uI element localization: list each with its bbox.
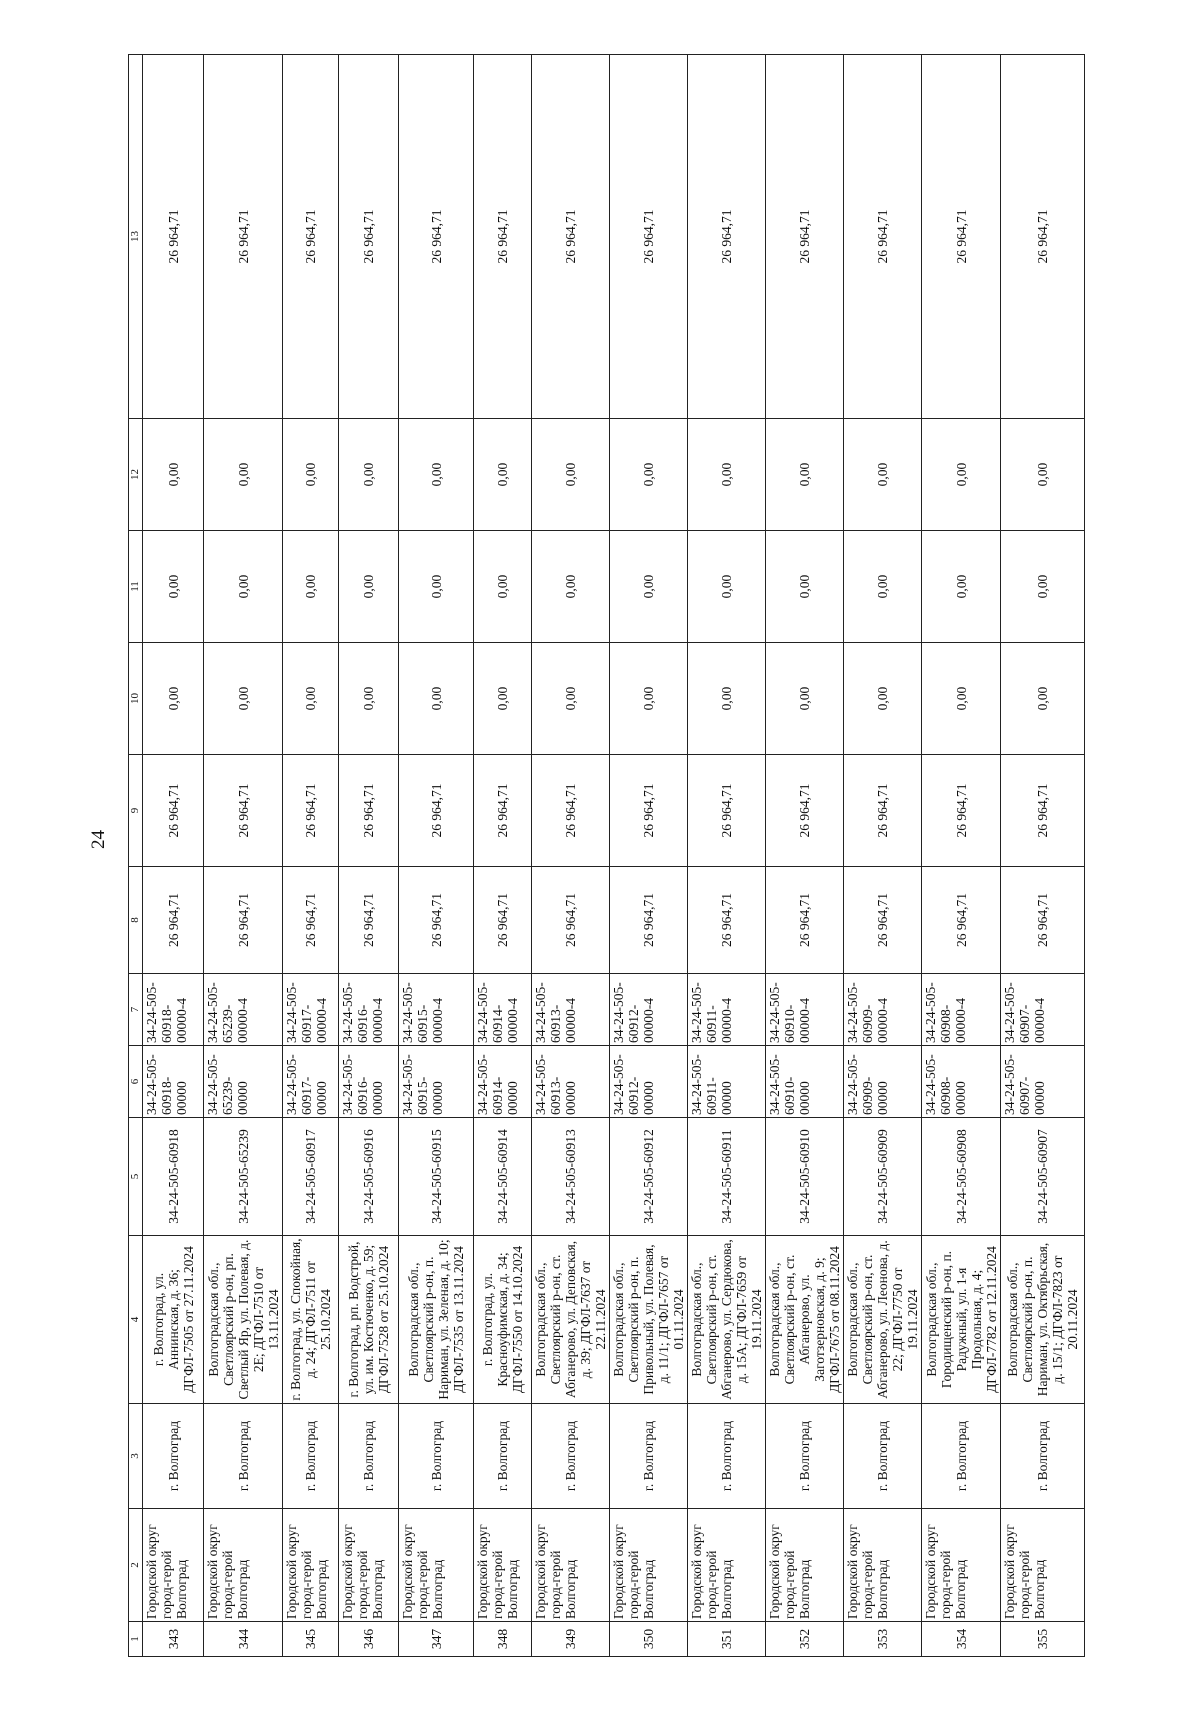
code7-cell: 34-24-505-60910-00000-4 xyxy=(766,974,844,1046)
value-col9-cell: 26 964,71 xyxy=(339,755,399,867)
oktmo-code-cell: 34-24-505-60913 xyxy=(532,1118,610,1236)
value-col10-cell: 0,00 xyxy=(474,643,532,755)
value-col12-cell: 0,00 xyxy=(143,419,204,531)
table-row xyxy=(204,55,283,1657)
value-col11-cell: 0,00 xyxy=(844,531,922,643)
column-header: 8 xyxy=(129,867,143,974)
value-col12-cell: 0,00 xyxy=(474,419,532,531)
value-col8-cell: 26 964,71 xyxy=(688,867,766,974)
column-header: 5 xyxy=(129,1118,143,1236)
settlement-cell: г. Волгоград xyxy=(283,1404,339,1509)
code7-cell: 34-24-505-60918-00000-4 xyxy=(143,974,204,1046)
value-col11-cell: 0,00 xyxy=(532,531,610,643)
value-col13-cell: 26 964,71 xyxy=(844,55,922,419)
district-cell: Городской округ город-герой Волгоград xyxy=(399,1509,474,1622)
address-cell: Волгоградская обл., Светлоярский р-он, ст. Абганерово, ул. Леонова, д. 22; ДГФЛ-7750 от 19.11.2024 xyxy=(844,1236,922,1404)
value-col13-cell: 26 964,71 xyxy=(610,55,688,419)
table-row xyxy=(1001,55,1085,1657)
table-row xyxy=(399,55,474,1657)
row-number: 354 xyxy=(922,1622,1001,1657)
value-col9-cell: 26 964,71 xyxy=(474,755,532,867)
value-col9-cell: 26 964,71 xyxy=(766,755,844,867)
district-cell: Городской округ город-герой Волгоград xyxy=(143,1509,204,1622)
code7-cell: 34-24-505-60913-00000-4 xyxy=(532,974,610,1046)
column-header: 4 xyxy=(129,1236,143,1404)
value-col11-cell: 0,00 xyxy=(922,531,1001,643)
value-col13-cell: 26 964,71 xyxy=(532,55,610,419)
value-col12-cell: 0,00 xyxy=(339,419,399,531)
value-col9-cell: 26 964,71 xyxy=(610,755,688,867)
row-number: 344 xyxy=(204,1622,283,1657)
code7-cell: 34-24-505-60914-00000-4 xyxy=(474,974,532,1046)
column-header: 7 xyxy=(129,974,143,1046)
value-col11-cell: 0,00 xyxy=(766,531,844,643)
value-col13-cell: 26 964,71 xyxy=(399,55,474,419)
address-cell: Волгоградская обл., Светлоярский р-он, п. Привольный, ул. Полевая, д. 11/1; ДГФЛ-7657 от 01.11.2024 xyxy=(610,1236,688,1404)
table-row xyxy=(844,55,922,1657)
value-col13-cell: 26 964,71 xyxy=(339,55,399,419)
table-row xyxy=(339,55,399,1657)
settlement-cell: г. Волгоград xyxy=(1001,1404,1085,1509)
value-col10-cell: 0,00 xyxy=(610,643,688,755)
code6-cell: 34-24-505-60911-00000 xyxy=(688,1046,766,1118)
address-cell: г. Волгоград, ул. Спокойная, д. 24; ДГФЛ-7511 от 25.10.2024 xyxy=(283,1236,339,1404)
oktmo-code-cell: 34-24-505-60916 xyxy=(339,1118,399,1236)
value-col8-cell: 26 964,71 xyxy=(474,867,532,974)
code6-cell: 34-24-505-60910-00000 xyxy=(766,1046,844,1118)
value-col12-cell: 0,00 xyxy=(532,419,610,531)
district-cell: Городской округ город-герой Волгоград xyxy=(688,1509,766,1622)
value-col11-cell: 0,00 xyxy=(1001,531,1085,643)
settlement-cell: г. Волгоград xyxy=(688,1404,766,1509)
page-number: 24 xyxy=(88,830,109,849)
code6-cell: 34-24-505-60907-00000 xyxy=(1001,1046,1085,1118)
value-col8-cell: 26 964,71 xyxy=(339,867,399,974)
row-number: 352 xyxy=(766,1622,844,1657)
code6-cell: 34-24-505-60914-00000 xyxy=(474,1046,532,1118)
district-cell: Городской округ город-герой Волгоград xyxy=(766,1509,844,1622)
column-header: 2 xyxy=(129,1509,143,1622)
row-number: 349 xyxy=(532,1622,610,1657)
value-col10-cell: 0,00 xyxy=(688,643,766,755)
settlement-cell: г. Волгоград xyxy=(399,1404,474,1509)
code7-cell: 34-24-505-60912-00000-4 xyxy=(610,974,688,1046)
district-cell: Городской округ город-герой Волгоград xyxy=(922,1509,1001,1622)
value-col13-cell: 26 964,71 xyxy=(766,55,844,419)
value-col12-cell: 0,00 xyxy=(610,419,688,531)
code6-cell: 34-24-505-60916-00000 xyxy=(339,1046,399,1118)
code7-cell: 34-24-505-60916-00000-4 xyxy=(339,974,399,1046)
district-cell: Городской округ город-герой Волгоград xyxy=(532,1509,610,1622)
value-col8-cell: 26 964,71 xyxy=(766,867,844,974)
row-number: 353 xyxy=(844,1622,922,1657)
settlement-cell: г. Волгоград xyxy=(474,1404,532,1509)
value-col13-cell: 26 964,71 xyxy=(204,55,283,419)
district-cell: Городской округ город-герой Волгоград xyxy=(844,1509,922,1622)
value-col8-cell: 26 964,71 xyxy=(844,867,922,974)
oktmo-code-cell: 34-24-505-60909 xyxy=(844,1118,922,1236)
row-number: 347 xyxy=(399,1622,474,1657)
data-table xyxy=(128,54,1085,1657)
code6-cell: 34-24-505-60917-00000 xyxy=(283,1046,339,1118)
value-col9-cell: 26 964,71 xyxy=(143,755,204,867)
column-header: 1 xyxy=(129,1622,143,1657)
district-cell: Городской округ город-герой Волгоград xyxy=(283,1509,339,1622)
settlement-cell: г. Волгоград xyxy=(532,1404,610,1509)
address-cell: Волгоградская обл., Светлоярский р-он, ст. Абганерово, ул. Сердюкова, д. 15А; ДГФЛ-7659 от 19.11.2024 xyxy=(688,1236,766,1404)
table-row xyxy=(143,55,204,1657)
value-col12-cell: 0,00 xyxy=(283,419,339,531)
address-cell: Волгоградская обл., Светлоярский р-он, п. Нариман, ул. Зеленая, д. 10; ДГФЛ-7535 от 13.11.2024 xyxy=(399,1236,474,1404)
column-header: 3 xyxy=(129,1404,143,1509)
value-col10-cell: 0,00 xyxy=(922,643,1001,755)
value-col12-cell: 0,00 xyxy=(1001,419,1085,531)
value-col13-cell: 26 964,71 xyxy=(1001,55,1085,419)
value-col12-cell: 0,00 xyxy=(844,419,922,531)
value-col9-cell: 26 964,71 xyxy=(204,755,283,867)
value-col8-cell: 26 964,71 xyxy=(283,867,339,974)
oktmo-code-cell: 34-24-505-60911 xyxy=(688,1118,766,1236)
code7-cell: 34-24-505-60911-00000-4 xyxy=(688,974,766,1046)
code7-cell: 34-24-505-60909-00000-4 xyxy=(844,974,922,1046)
value-col11-cell: 0,00 xyxy=(143,531,204,643)
code6-cell: 34-24-505-60912-00000 xyxy=(610,1046,688,1118)
value-col8-cell: 26 964,71 xyxy=(204,867,283,974)
value-col9-cell: 26 964,71 xyxy=(532,755,610,867)
value-col11-cell: 0,00 xyxy=(339,531,399,643)
value-col8-cell: 26 964,71 xyxy=(1001,867,1085,974)
value-col12-cell: 0,00 xyxy=(688,419,766,531)
settlement-cell: г. Волгоград xyxy=(204,1404,283,1509)
oktmo-code-cell: 34-24-505-65239 xyxy=(204,1118,283,1236)
value-col8-cell: 26 964,71 xyxy=(143,867,204,974)
district-cell: Городской округ город-герой Волгоград xyxy=(474,1509,532,1622)
code6-cell: 34-24-505-60918-00000 xyxy=(143,1046,204,1118)
row-number: 343 xyxy=(143,1622,204,1657)
row-number: 348 xyxy=(474,1622,532,1657)
value-col13-cell: 26 964,71 xyxy=(283,55,339,419)
value-col12-cell: 0,00 xyxy=(766,419,844,531)
value-col10-cell: 0,00 xyxy=(204,643,283,755)
code7-cell: 34-24-505-60917-00000-4 xyxy=(283,974,339,1046)
district-cell: Городской округ город-герой Волгоград xyxy=(610,1509,688,1622)
oktmo-code-cell: 34-24-505-60907 xyxy=(1001,1118,1085,1236)
district-cell: Городской округ город-герой Волгоград xyxy=(339,1509,399,1622)
value-col12-cell: 0,00 xyxy=(399,419,474,531)
value-col9-cell: 26 964,71 xyxy=(844,755,922,867)
value-col11-cell: 0,00 xyxy=(399,531,474,643)
value-col11-cell: 0,00 xyxy=(283,531,339,643)
value-col11-cell: 0,00 xyxy=(688,531,766,643)
value-col10-cell: 0,00 xyxy=(844,643,922,755)
address-cell: Волгоградская обл., Городищенский р-он, п. Радужный, ул. 1-я Продольная, д. 4; ДГФЛ-7782 от 12.11.2024 xyxy=(922,1236,1001,1404)
column-header: 12 xyxy=(129,419,143,531)
column-header: 10 xyxy=(129,643,143,755)
address-cell: Волгоградская обл., Светлоярский р-он, рп. Светлый Яр, ул. Полевая, д. 2Е; ДГФЛ-7510 от 13.11.2024 xyxy=(204,1236,283,1404)
oktmo-code-cell: 34-24-505-60918 xyxy=(143,1118,204,1236)
value-col10-cell: 0,00 xyxy=(143,643,204,755)
code6-cell: 34-24-505-65239-00000 xyxy=(204,1046,283,1118)
value-col11-cell: 0,00 xyxy=(610,531,688,643)
column-header: 6 xyxy=(129,1046,143,1118)
value-col9-cell: 26 964,71 xyxy=(1001,755,1085,867)
value-col9-cell: 26 964,71 xyxy=(688,755,766,867)
oktmo-code-cell: 34-24-505-60910 xyxy=(766,1118,844,1236)
address-cell: г. Волгоград, рп. Водстрой, ул. им. Костюченко, д. 59; ДГФЛ-7528 от 25.10.2024 xyxy=(339,1236,399,1404)
code6-cell: 34-24-505-60915-00000 xyxy=(399,1046,474,1118)
address-cell: Волгоградская обл., Светлоярский р-он, ст. Абганерово, ул. Деповская, д. 39; ДГФЛ-7637 от 22.11.2024 xyxy=(532,1236,610,1404)
code7-cell: 34-24-505-60915-00000-4 xyxy=(399,974,474,1046)
value-col12-cell: 0,00 xyxy=(922,419,1001,531)
table-row xyxy=(474,55,532,1657)
value-col13-cell: 26 964,71 xyxy=(143,55,204,419)
value-col8-cell: 26 964,71 xyxy=(922,867,1001,974)
table-row xyxy=(283,55,339,1657)
row-number: 351 xyxy=(688,1622,766,1657)
value-col10-cell: 0,00 xyxy=(1001,643,1085,755)
column-header: 13 xyxy=(129,55,143,419)
row-number: 350 xyxy=(610,1622,688,1657)
oktmo-code-cell: 34-24-505-60915 xyxy=(399,1118,474,1236)
row-number: 346 xyxy=(339,1622,399,1657)
column-header: 11 xyxy=(129,531,143,643)
value-col9-cell: 26 964,71 xyxy=(922,755,1001,867)
code7-cell: 34-24-505-60908-00000-4 xyxy=(922,974,1001,1046)
settlement-cell: г. Волгоград xyxy=(766,1404,844,1509)
oktmo-code-cell: 34-24-505-60917 xyxy=(283,1118,339,1236)
value-col13-cell: 26 964,71 xyxy=(922,55,1001,419)
value-col11-cell: 0,00 xyxy=(204,531,283,643)
column-header: 9 xyxy=(129,755,143,867)
value-col10-cell: 0,00 xyxy=(399,643,474,755)
row-number: 355 xyxy=(1001,1622,1085,1657)
address-cell: Волгоградская обл., Светлоярский р-он, ст. Абганерово, ул. Заготзерновская, д. 9; ДГФЛ-7675 от 08.11.2024 xyxy=(766,1236,844,1404)
address-cell: Волгоградская обл., Светлоярский р-он, п. Нариман, ул. Октябрьская, д. 15/1; ДГФЛ-7823 от 20.11.2024 xyxy=(1001,1236,1085,1404)
district-cell: Городской округ город-герой Волгоград xyxy=(204,1509,283,1622)
value-col11-cell: 0,00 xyxy=(474,531,532,643)
address-cell: г. Волгоград, ул. Красноуфимская, д. 34; ДГФЛ-7550 от 14.10.2024 xyxy=(474,1236,532,1404)
settlement-cell: г. Волгоград xyxy=(610,1404,688,1509)
oktmo-code-cell: 34-24-505-60908 xyxy=(922,1118,1001,1236)
value-col10-cell: 0,00 xyxy=(766,643,844,755)
rotated-table-wrapper xyxy=(128,54,1080,1657)
oktmo-code-cell: 34-24-505-60912 xyxy=(610,1118,688,1236)
code7-cell: 34-24-505-60907-00000-4 xyxy=(1001,974,1085,1046)
value-col12-cell: 0,00 xyxy=(204,419,283,531)
settlement-cell: г. Волгоград xyxy=(844,1404,922,1509)
value-col13-cell: 26 964,71 xyxy=(474,55,532,419)
table-row xyxy=(532,55,610,1657)
code6-cell: 34-24-505-60909-00000 xyxy=(844,1046,922,1118)
value-col10-cell: 0,00 xyxy=(283,643,339,755)
table-row xyxy=(766,55,844,1657)
code6-cell: 34-24-505-60913-00000 xyxy=(532,1046,610,1118)
value-col10-cell: 0,00 xyxy=(339,643,399,755)
settlement-cell: г. Волгоград xyxy=(143,1404,204,1509)
table-row xyxy=(688,55,766,1657)
address-cell: г. Волгоград, ул. Аннинская, д. 36; ДГФЛ-7505 от 27.11.2024 xyxy=(143,1236,204,1404)
table-row xyxy=(610,55,688,1657)
value-col10-cell: 0,00 xyxy=(532,643,610,755)
table-row xyxy=(922,55,1001,1657)
district-cell: Городской округ город-герой Волгоград xyxy=(1001,1509,1085,1622)
value-col8-cell: 26 964,71 xyxy=(610,867,688,974)
value-col8-cell: 26 964,71 xyxy=(532,867,610,974)
settlement-cell: г. Волгоград xyxy=(922,1404,1001,1509)
table-body xyxy=(143,55,1085,1657)
settlement-cell: г. Волгоград xyxy=(339,1404,399,1509)
row-number: 345 xyxy=(283,1622,339,1657)
value-col13-cell: 26 964,71 xyxy=(688,55,766,419)
value-col9-cell: 26 964,71 xyxy=(283,755,339,867)
code6-cell: 34-24-505-60908-00000 xyxy=(922,1046,1001,1118)
code7-cell: 34-24-505-65239-00000-4 xyxy=(204,974,283,1046)
oktmo-code-cell: 34-24-505-60914 xyxy=(474,1118,532,1236)
value-col9-cell: 26 964,71 xyxy=(399,755,474,867)
value-col8-cell: 26 964,71 xyxy=(399,867,474,974)
column-number-row xyxy=(129,55,143,1657)
